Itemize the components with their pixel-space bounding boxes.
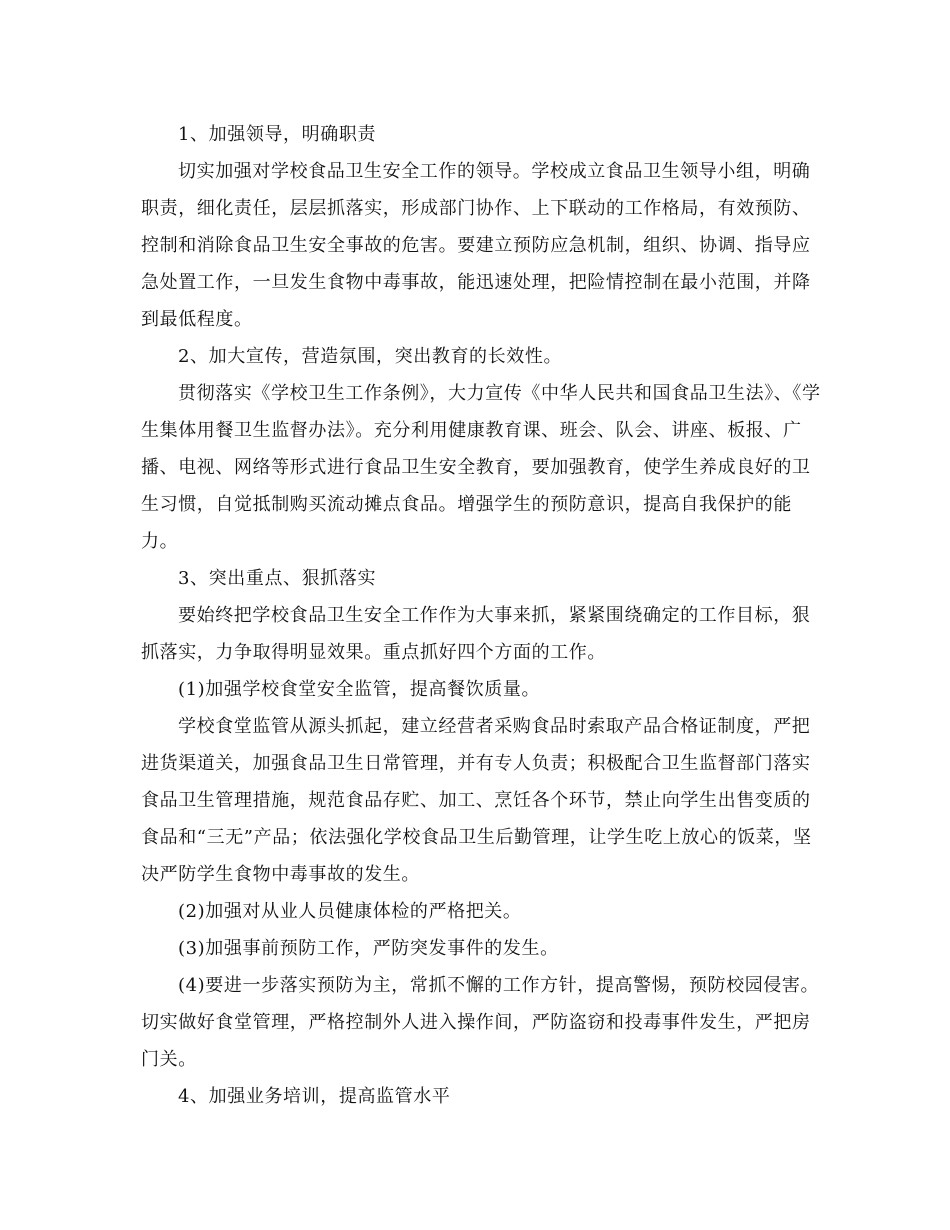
section-heading-3: 3、突出重点、狠抓落实 <box>178 568 377 589</box>
subsection-heading-1: (1)加强学校食堂安全监管，提高餐饮质量。 <box>178 679 541 700</box>
subsection-heading-3: (3)加强事前预防工作，严防突发事件的发生。 <box>178 938 559 959</box>
document-body <box>141 116 821 1115</box>
subsection-heading-2: (2)加强对从业人员健康体检的严格把关。 <box>178 901 522 922</box>
section-heading-1: 1、加强领导，明确职责 <box>178 124 377 145</box>
section-heading-2: 2、加大宣传，营造氛围，突出教育的长效性。 <box>178 346 563 367</box>
paragraph-3: 要始终把学校食品卫生安全工作作为大事来抓，紧紧围绕确定的工作目标，狠抓落实，力争取得明显效果。重点抓好四个方面的工作。 <box>141 605 811 663</box>
paragraph-5: (4)要进一步落实预防为主，常抓不懈的工作方针，提高警惕，预防校园侵害。切实做好食堂管理，严格控制外人进入操作间，严防盗窃和投毒事件发生，严把房门关。 <box>141 975 820 1070</box>
section-heading-4: 4、加强业务培训，提高监管水平 <box>178 1086 451 1107</box>
paragraph-1: 切实加强对学校食品卫生安全工作的领导。学校成立食品卫生领导小组，明确职责，细化责任，层层抓落实，形成部门协作、上下联动的工作格局，有效预防、控制和消除食品卫生安全事故的危害。要建立预防应急机制，组织、协调、指导应急处置工作，一旦发生食物中毒事故，能迅速处理，把险情控制在最小范围，并降到最低程度。 <box>141 161 811 330</box>
paragraph-2: 贯彻落实《学校卫生工作条例》，大力宣传《中华人民共和国食品卫生法》、《学生集体用餐卫生监督办法》。充分利用健康教育课、班会、队会、讲座、板报、广播、电视、网络等形式进行食品卫生安全教育，要加强教育，使学生养成良好的卫生习惯，自觉抵制购买流动摊点食品。增强学生的预防意识，提高自我保护的能力。 <box>141 383 821 552</box>
paragraph-4: 学校食堂监管从源头抓起，建立经营者采购食品时索取产品合格证制度，严把进货渠道关，加强食品卫生日常管理，并有专人负责；积极配合卫生监督部门落实食品卫生管理措施，规范食品存贮、加工、烹饪各个环节，禁止向学生出售变质的食品和“三无”产品；依法强化学校食品卫生后勤管理，让学生吃上放心的饭菜，坚决严防学生食物中毒事故的发生。 <box>141 716 812 885</box>
